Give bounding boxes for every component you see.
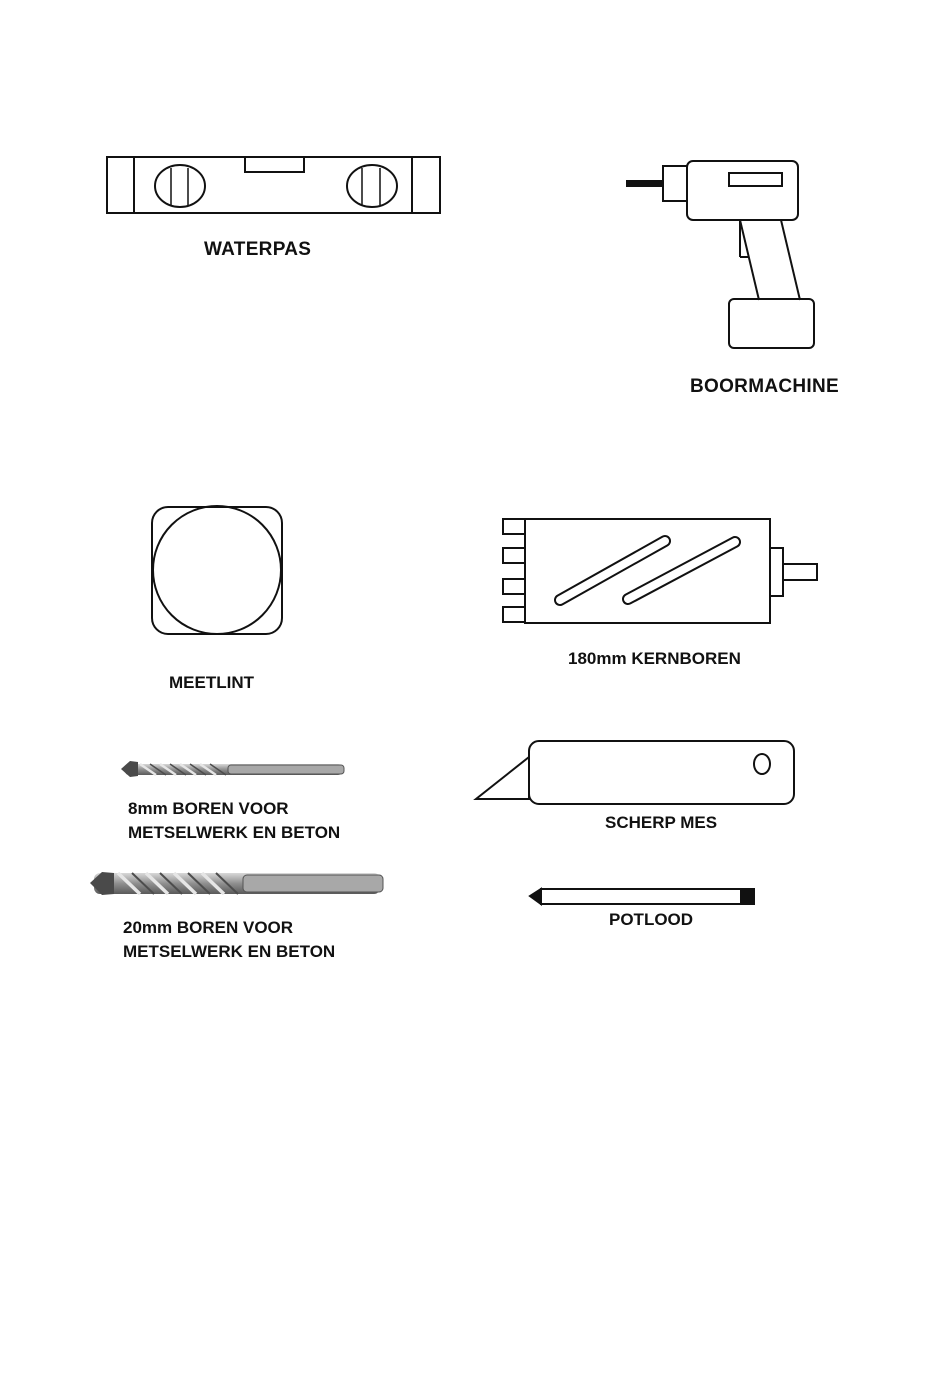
utility-knife-icon — [476, 741, 794, 804]
boren-8mm-label — [128, 797, 340, 845]
masonry-drill-bit-8mm-icon — [121, 761, 344, 777]
boren-20mm-label — [123, 916, 335, 964]
core-drill-box-icon — [503, 519, 817, 623]
boren-8mm-label-line1: 8mm BOREN VOOR — [128, 799, 289, 818]
meetlint-label: MEETLINT — [169, 673, 254, 692]
masonry-drill-bit-20mm-icon — [90, 872, 383, 895]
scherp-mes-label: SCHERP MES — [605, 813, 718, 832]
tape-measure-icon — [152, 506, 282, 634]
boren-20mm-label-line2: METSELWERK EN BETON — [123, 942, 336, 961]
boren-20mm-label-line1: 20mm BOREN VOOR — [123, 918, 294, 937]
kernboren-label: 180mm KERNBOREN — [568, 649, 741, 668]
spirit-level-icon — [107, 157, 440, 213]
waterpas-label: WATERPAS — [204, 239, 312, 260]
cordless-drill-icon — [626, 161, 814, 348]
pencil-icon — [530, 889, 754, 904]
boren-8mm-label-line2: METSELWERK EN BETON — [128, 823, 341, 842]
boormachine-label: BOORMACHINE — [690, 376, 839, 397]
potlood-label: POTLOOD — [609, 910, 694, 929]
